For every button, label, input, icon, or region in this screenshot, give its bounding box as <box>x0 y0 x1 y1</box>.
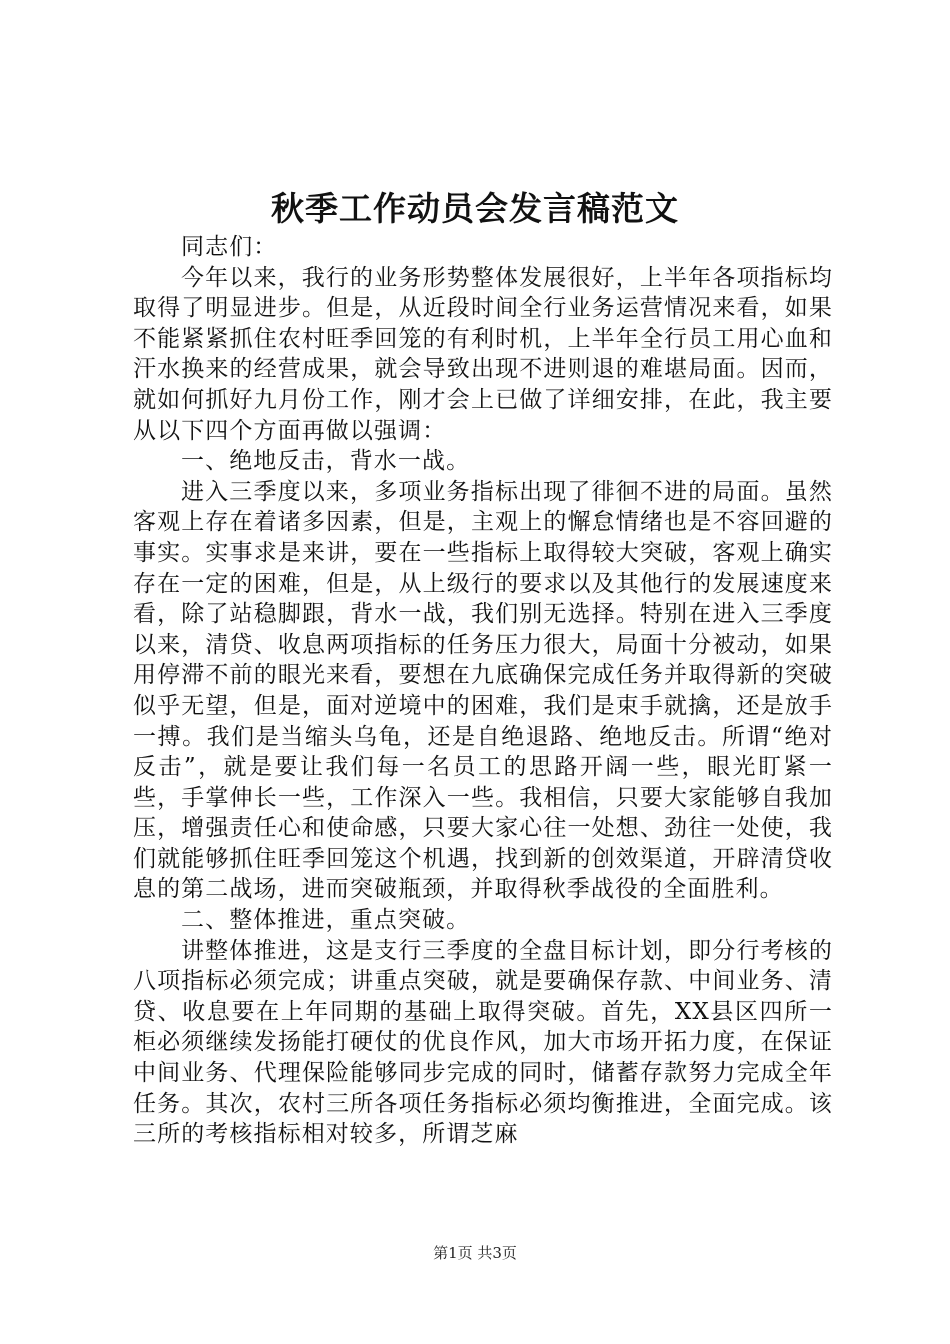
paragraph-section-2: 讲整体推进，这是支行三季度的全盘目标计划，即分行考核的八项指标必须完成；讲重点突破，就是要确保存款、中间业务、清贷、收息要在上年同期的基础上取得突破。首先，XX县区四所一柜必须继续发扬能打硬仗的优良作风，加大市场开拓力度，在保证中间业务、代理保险能够同步完成的同时，储蓄存款努力完成全年任务。其次，农村三所各项任务指标必须均衡推进，全面完成。该三所的考核指标相对较多，所谓芝麻 <box>133 937 833 1148</box>
paragraph-intro: 今年以来，我行的业务形势整体发展很好，上半年各项指标均取得了明显进步。但是，从近段时间全行业务运营情况来看，如果不能紧紧抓住农村旺季回笼的有利时机，上半年全行员工用心血和汗水换来的经营成果，就会导致出现不进则退的难堪局面。因而，就如何抓好九月份工作，刚才会上已做了详细安排，在此，我主要从以下四个方面再做以强调： <box>133 264 833 444</box>
paragraph-section-1: 进入三季度以来，多项业务指标出现了徘徊不进的局面。虽然客观上存在着诸多因素，但是，主观上的懈怠情绪也是不容回避的事实。实事求是来讲，要在一些指标上取得较大突破，客观上确实存在一定的困难，但是，从上级行的要求以及其他行的发展速度来看，除了站稳脚跟，背水一战，我们别无选择。特别在进入三季度以来，清贷、收息两项指标的任务压力很大，局面十分被动，如果用停滞不前的眼光来看，要想在九底确保完成任务并取得新的突破似乎无望，但是，面对逆境中的困难，我们是束手就擒，还是放手一搏。我们是当缩头乌龟，还是自绝退路、绝地反击。所谓“绝对反击”，就是要让我们每一名员工的思路开阔一些，眼光盯紧一些，手掌伸长一些，工作深入一些。我相信，只要大家能够自我加压，增强责任心和使命感，只要大家心往一处想、劲往一处使，我们就能够抓住旺季回笼这个机遇，找到新的创效渠道，开辟清贷收息的第二战场，进而突破瓶颈，并取得秋季战役的全面胜利。 <box>133 478 833 903</box>
document-body <box>133 232 833 1150</box>
document-title: 秋季工作动员会发言稿范文 <box>271 189 679 228</box>
salutation: 同志们： <box>181 234 278 260</box>
section-heading-1: 一、绝地反击，背水一战。 <box>181 448 471 475</box>
page-number: 第1页 共3页 <box>433 1244 517 1262</box>
section-heading-2: 二、整体推进，重点突破。 <box>181 907 471 934</box>
